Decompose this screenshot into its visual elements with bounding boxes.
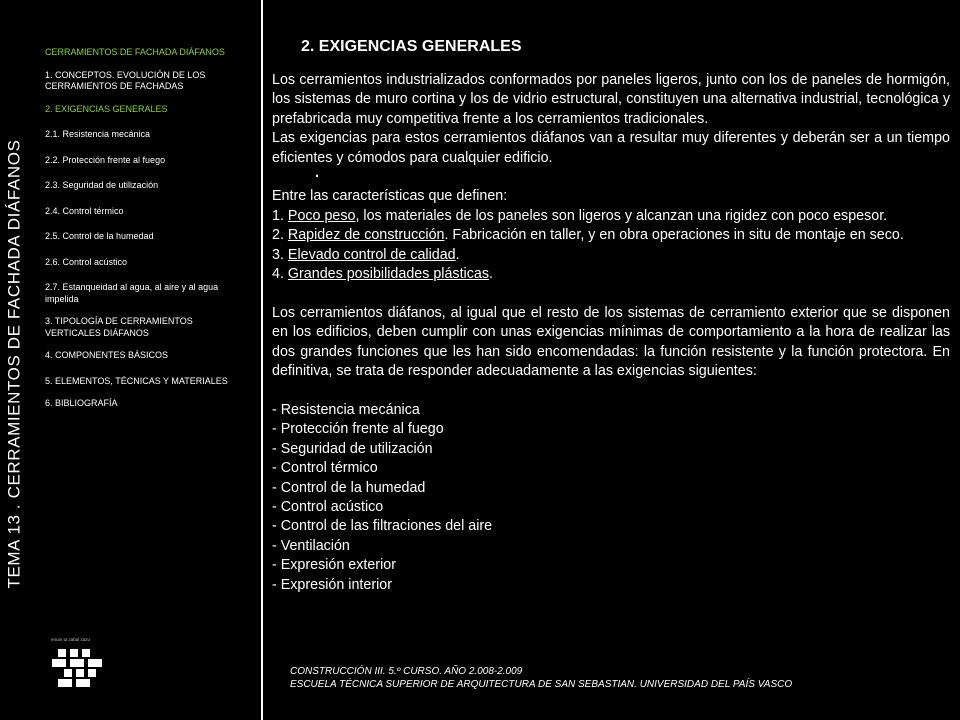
toc-item[interactable]: 2.2. Protección frente al fuego xyxy=(45,154,166,165)
toc-item[interactable]: 4. COMPONENTES BÁSICOS xyxy=(45,350,169,360)
toc-item[interactable]: 1. CONCEPTOS. EVOLUCIÓN DE LOS CERRAMIENTOS DE FACHADAS xyxy=(45,69,206,91)
toc-item[interactable]: 2.5. Control de la humedad xyxy=(45,231,154,241)
requirement-item: - Expresión exterior xyxy=(272,557,396,574)
feature-term: Poco peso xyxy=(287,207,356,224)
logo-text: eman ta zabal zazu xyxy=(51,637,91,642)
toc-header: CERRAMIENTOS DE FACHADA DIÁFANOS xyxy=(45,47,225,57)
toc-item-active[interactable]: 2. EXIGENCIAS GENERALES xyxy=(45,103,168,114)
requirement-item: - Expresión interior xyxy=(272,576,392,593)
toc-item[interactable]: 3. TIPOLOGÍA DE CERRAMIENTOS VERTICALES DIÁFANOS xyxy=(45,316,193,338)
footer-course: CONSTRUCCIÓN III. 5.º CURSO. AÑO 2.008-2.009 xyxy=(290,666,523,677)
bullet-mark: · xyxy=(315,169,320,186)
toc-item[interactable]: 2.3. Seguridad de utilización xyxy=(45,180,159,190)
vertical-title-text: TEMA 13 . CERRAMIENTOS DE FACHADA DIÁFANOS xyxy=(5,139,25,589)
feature-item: 3. Elevado control de calidad. xyxy=(272,246,460,263)
requirement-item: - Resistencia mecánica xyxy=(272,401,420,418)
toc-item[interactable]: 2.6. Control acústico xyxy=(45,256,128,267)
toc-item[interactable]: 2.7. Estanqueidad al agua, al aire y al agua impelida xyxy=(45,282,219,304)
requirement-item: - Ventilación xyxy=(272,537,350,554)
requirement-item: - Control de las filtraciones del aire xyxy=(272,518,493,535)
requirement-item: - Control de la humedad xyxy=(272,479,426,496)
feature-item: 1. Poco peso, los materiales de los paneles son ligeros y alcanzan una rigidez con poco espesor. xyxy=(272,207,888,224)
requirement-item: - Seguridad de utilización xyxy=(272,440,433,457)
vertical-title xyxy=(2,128,28,600)
toc-item[interactable]: 6. BIBLIOGRAFÍA xyxy=(45,398,118,408)
toc-item[interactable]: 5. ELEMENTOS, TÉCNICAS Y MATERIALES xyxy=(45,375,228,386)
paragraph: Los cerramientos industrializados conformados por paneles ligeros, junto con los de paneles de hormigón, los sistemas de muro cortina y los de vidrio estructural, constituyen una alternativa industrial, tecnológica y prefabricada muy competitiva frente a los cerramientos tradicionales. xyxy=(272,72,950,127)
paragraph: Los cerramientos diáfanos, al igual que el resto de los sistemas de cerramiento exterior que se disponen en los edificios, deben cumplir con unas exigencias mínimas de comportamiento a la hora de realizar las dos grandes funciones que les han sido encomendadas: la función resistente y la función protectora. En definitiva, se trata de responder adecuadamente a las exigencias siguientes: xyxy=(272,304,950,380)
paragraph: Las exigencias para estos cerramientos diáfanos van a resultar muy diferentes y deberán ser a un tiempo eficientes y cómodos para cualquier edificio. xyxy=(272,130,950,166)
feature-item: 4. Grandes posibilidades plásticas. xyxy=(272,266,493,283)
section-heading: 2. EXIGENCIAS GENERALES xyxy=(301,38,522,55)
toc-item[interactable]: 2.1. Resistencia mecánica xyxy=(45,129,151,139)
vertical-divider xyxy=(261,0,263,720)
table-of-contents xyxy=(45,47,250,410)
features-intro: Entre las características que definen: xyxy=(272,188,508,205)
feature-item: 2. Rapidez de construcción. Fabricación en taller, y en obra operaciones in situ de montaje en seco. xyxy=(272,227,904,244)
requirement-item: - Control acústico xyxy=(272,498,384,515)
requirement-item: - Protección frente al fuego xyxy=(272,421,444,438)
university-logo-icon xyxy=(48,635,112,695)
main-content xyxy=(272,71,950,595)
feature-term: Elevado control de calidad xyxy=(287,246,456,263)
footer-school: ESCUELA TÉCNICA SUPERIOR DE ARQUITECTURA DE SAN SEBASTIAN. UNIVERSIDAD DEL PAÍS VASCO xyxy=(290,679,793,690)
footer xyxy=(290,665,792,691)
feature-term: Rapidez de construcción xyxy=(287,227,445,244)
toc-item[interactable]: 2.4. Control térmico xyxy=(45,205,124,216)
requirement-item: - Control térmico xyxy=(272,460,378,477)
feature-term: Grandes posibilidades plásticas xyxy=(287,266,489,283)
